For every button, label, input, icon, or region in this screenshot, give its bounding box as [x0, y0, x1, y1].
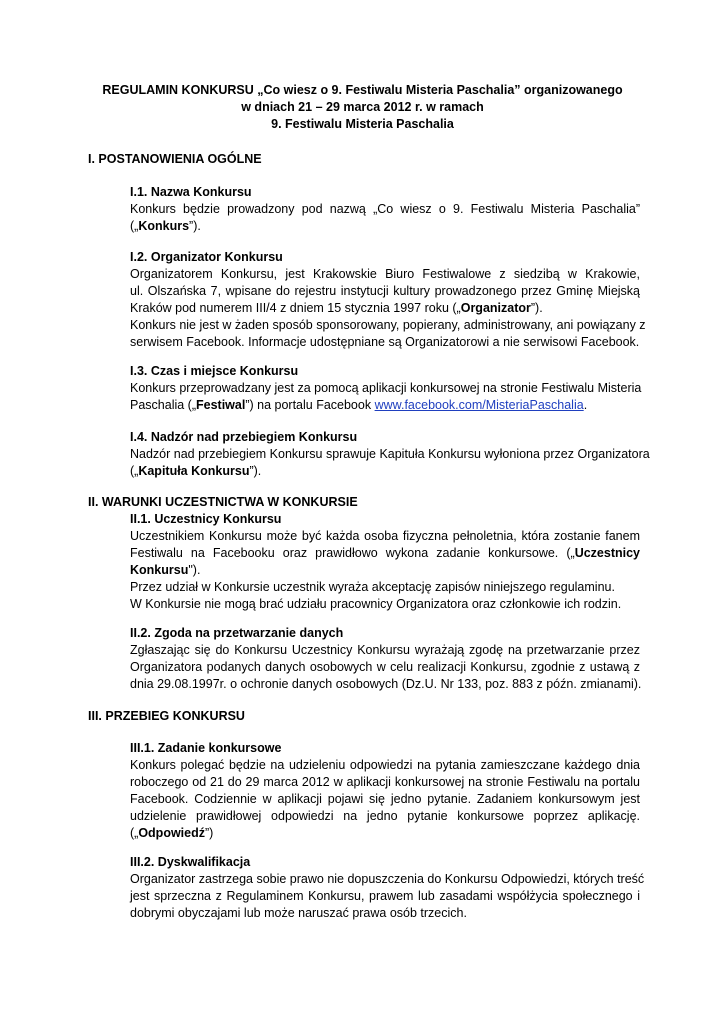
section-2-2-heading: II.2. Zgoda na przetwarzanie danych [130, 626, 344, 640]
title-line-2: w dniach 21 – 29 marca 2012 r. w ramach [241, 100, 484, 114]
paragraph-line: jest sprzeczna z Regulaminem Konkursu, prawem lub zasadami współżycia społecznego i [130, 889, 640, 903]
title-line-3: 9. Festiwalu Misteria Paschalia [271, 117, 454, 131]
paragraph-line: Facebook. Codziennie w aplikacji pojawi się jedno pytanie. Zadaniem konkursowym jest [130, 792, 640, 806]
section-3-1-heading: III.1. Zadanie konkursowe [130, 741, 282, 755]
paragraph-line: („Odpowiedź”) [130, 826, 214, 840]
paragraph-line: W Konkursie nie mogą brać udziału pracownicy Organizatora oraz członkowie ich rodzin. [130, 597, 622, 611]
section-3-heading: III. PRZEBIEG KONKURSU [88, 709, 245, 723]
section-2-heading: II. WARUNKI UCZESTNICTWA W KONKURSIE [88, 495, 358, 509]
section-2-2 [130, 625, 640, 693]
facebook-link[interactable]: www.facebook.com/MisteriaPaschalia [374, 398, 584, 412]
paragraph-line: („Konkurs”). [130, 219, 201, 233]
paragraph-line: („Kapituła Konkursu”). [130, 464, 262, 478]
paragraph-line: serwisem Facebook. Informacje udostępniane są Organizatorowi a nie serwisowi Facebook. [130, 335, 640, 349]
paragraph-line: Nadzór nad przebiegiem Konkursu sprawuje Kapituła Konkursu wyłoniona przez Organizatora [130, 447, 650, 461]
paragraph-line: Festiwalu na Facebooku oraz prawidłowo wykona zadanie konkursowe. („Uczestnicy [130, 546, 640, 560]
section-3-1 [130, 740, 640, 842]
paragraph-line: Organizator zastrzega sobie prawo nie dopuszczenia do Konkursu Odpowiedzi, których treść [130, 872, 645, 886]
paragraph-line: Przez udział w Konkursie uczestnik wyraża akceptację zapisów niniejszego regulaminu. [130, 580, 615, 594]
section-1-4 [130, 429, 650, 480]
paragraph-line: roboczego od 21 do 29 marca 2012 w aplikacji konkursowej na stronie Festiwalu na portalu [130, 775, 640, 789]
paragraph-line: Konkursu"). [130, 563, 201, 577]
section-2-1-heading: II.1. Uczestnicy Konkursu [130, 512, 282, 526]
section-1-3-heading: I.3. Czas i miejsce Konkursu [130, 364, 299, 378]
document-title [88, 82, 637, 133]
section-3-2 [130, 854, 645, 922]
section-1-1-heading: I.1. Nazwa Konkursu [130, 185, 252, 199]
paragraph-line: Uczestnikiem Konkursu może być każda osoba fizyczna pełnoletnia, która zostanie fanem [130, 529, 640, 543]
section-1-1 [130, 184, 640, 235]
paragraph-line: dobrymi obyczajami lub może naruszać prawa osób trzecich. [130, 906, 467, 920]
paragraph-line: Paschalia („Festiwal”) na portalu Facebook www.facebook.com/MisteriaPaschalia. [130, 398, 588, 412]
section-2-1 [130, 511, 640, 613]
paragraph-line: Konkurs przeprowadzany jest za pomocą aplikacji konkursowej na stronie Festiwalu Misteria [130, 381, 642, 395]
paragraph-line: udzielenie prawidłowej odpowiedzi na jedno pytanie konkursowe poprzez aplikację. [130, 809, 640, 823]
paragraph-line: dnia 29.08.1997r. o ochronie danych osobowych (Dz.U. Nr 133, poz. 883 z późn. zmianami). [130, 677, 642, 691]
section-1-3 [130, 363, 640, 414]
paragraph-line: Konkurs będzie prowadzony pod nazwą „Co wiesz o 9. Festiwalu Misteria Paschalia” [130, 202, 640, 216]
section-3-2-heading: III.2. Dyskwalifikacja [130, 855, 251, 869]
paragraph-line: Kraków pod numerem III/4 z dniem 15 stycznia 1997 roku („Organizator”). [130, 301, 543, 315]
section-1-4-heading: I.4. Nadzór nad przebiegiem Konkursu [130, 430, 358, 444]
paragraph-line: Organizatora podanych danych osobowych w celu realizacji Konkursu, zgodnie z ustawą z [130, 660, 640, 674]
section-1-2-heading: I.2. Organizator Konkursu [130, 250, 283, 264]
paragraph-line: Zgłaszając się do Konkursu Uczestnicy Konkursu wyrażają zgodę na przetwarzanie przez [130, 643, 640, 657]
title-line-1: REGULAMIN KONKURSU „Co wiesz o 9. Festiwalu Misteria Paschalia” organizowanego [102, 83, 623, 97]
paragraph-line: Konkurs polegać będzie na udzieleniu odpowiedzi na pytania zamieszczane każdego dnia [130, 758, 640, 772]
paragraph-line: Konkurs nie jest w żaden sposób sponsorowany, popierany, administrowany, ani powiązany z [130, 318, 646, 332]
section-1-2 [130, 249, 646, 351]
paragraph-line: Organizatorem Konkursu, jest Krakowskie Biuro Festiwalowe z siedzibą w Krakowie, [130, 267, 640, 281]
paragraph-line: ul. Olszańska 7, wpisane do rejestru instytucji kultury prowadzonego przez Gminę Miejską [130, 284, 640, 298]
section-1-heading: I. POSTANOWIENIA OGÓLNE [88, 152, 262, 166]
